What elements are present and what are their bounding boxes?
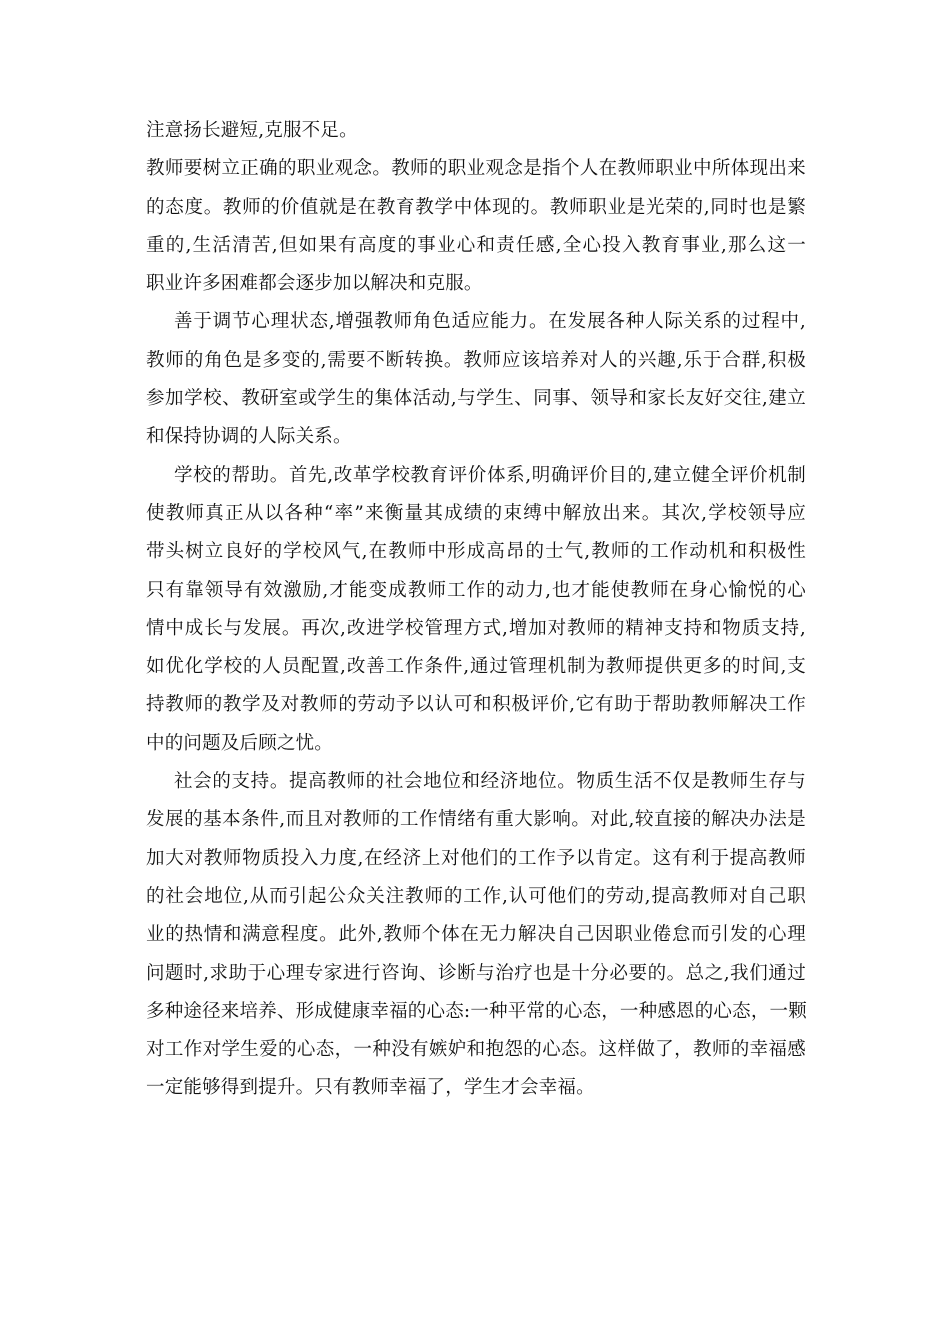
- paragraph-first-line: 学校的帮助。首先,改革学校教育评价体系,明确评价目的,建立健全评价机制: [174, 464, 806, 486]
- text-line: 只有靠领导有效激励,才能变成教师工作的动力,也才能使教师在身心愉悦的心: [146, 579, 806, 601]
- text-line: 的态度。教师的价值就是在教育教学中体现的。教师职业是光荣的,同时也是繁: [146, 196, 806, 218]
- text-line: 一定能够得到提升。只有教师幸福了，学生才会幸福。: [146, 1077, 595, 1099]
- paragraph-first-line: 社会的支持。提高教师的社会地位和经济地位。物质生活不仅是教师生存与: [174, 771, 806, 793]
- text-line: 带头树立良好的学校风气,在教师中形成高昂的士气,教师的工作动机和积极性: [146, 541, 806, 563]
- text-line: 参加学校、教研室或学生的集体活动,与学生、同事、领导和家长友好交往,建立: [146, 388, 806, 410]
- text-line: 如优化学校的人员配置,改善工作条件,通过管理机制为教师提供更多的时间,支: [146, 656, 806, 678]
- text-line: 持教师的教学及对教师的劳动予以认可和积极评价,它有助于帮助教师解决工作: [146, 694, 806, 716]
- body-text: [146, 112, 806, 1108]
- text-line: 多种途径来培养、形成健康幸福的心态:一种平常的心态，一种感恩的心态，一颗: [146, 1000, 807, 1022]
- text-line: 教师要树立正确的职业观念。教师的职业观念是指个人在教师职业中所体现出来: [146, 158, 806, 180]
- text-line: 职业许多困难都会逐步加以解决和克服。: [146, 273, 483, 295]
- text-line: 注意扬长避短,克服不足。: [146, 120, 358, 141]
- text-line: 问题时,求助于心理专家进行咨询、诊断与治疗也是十分必要的。总之,我们通过: [146, 962, 806, 984]
- text-line: 教师的角色是多变的,需要不断转换。教师应该培养对人的兴趣,乐于合群,积极: [146, 349, 806, 371]
- text-line: 使教师真正从以各种“率”来衡量其成绩的束缚中解放出来。其次,学校领导应: [146, 502, 806, 524]
- text-line: 加大对教师物质投入力度,在经济上对他们的工作予以肯定。这有利于提高教师: [146, 847, 806, 869]
- text-line: 的社会地位,从而引起公众关注教师的工作,认可他们的劳动,提高教师对自己职: [146, 885, 806, 907]
- paragraph-first-line: 善于调节心理状态,增强教师角色适应能力。在发展各种人际关系的过程中,: [174, 311, 806, 333]
- text-line: 中的问题及后顾之忧。: [146, 732, 334, 754]
- text-line: 情中成长与发展。再次,改进学校管理方式,增加对教师的精神支持和物质支持,: [146, 617, 806, 639]
- text-line: 对工作对学生爱的心态，一种没有嫉妒和抱怨的心态。这样做了，教师的幸福感: [146, 1039, 806, 1061]
- text-line: 和保持协调的人际关系。: [146, 426, 352, 448]
- text-line: 业的热情和满意程度。此外,教师个体在无力解决自己因职业倦怠而引发的心理: [146, 924, 806, 946]
- text-line: 重的,生活清苦,但如果有高度的事业心和责任感,全心投入教育事业,那么这一: [146, 234, 806, 256]
- text-line: 发展的基本条件,而且对教师的工作情绪有重大影响。对此,较直接的解决办法是: [146, 809, 806, 831]
